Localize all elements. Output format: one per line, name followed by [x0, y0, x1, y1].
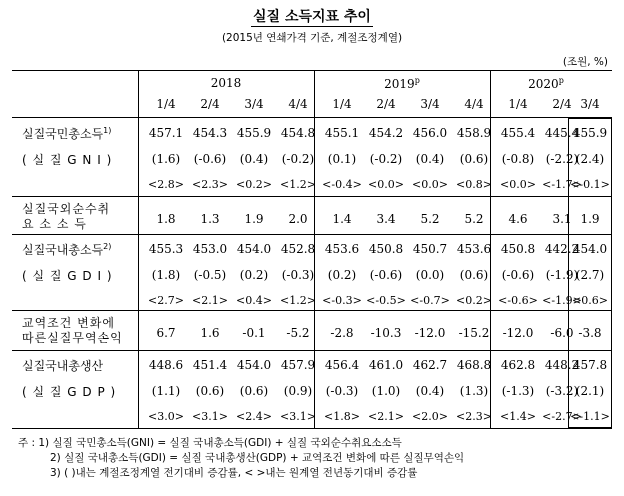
table-cell: <3.0> [148, 410, 184, 423]
table-cell: 454.8 [280, 126, 316, 140]
row-label [22, 357, 103, 374]
table-cell: 453.0 [192, 242, 228, 256]
table-cell: (-0.8) [501, 152, 535, 166]
table-cell: (-0.2) [281, 152, 315, 166]
table-cell: (0.6) [459, 268, 489, 282]
quarter-header: 4/4 [464, 97, 484, 111]
table-cell: <-0.4> [322, 178, 362, 191]
table-cell: <2.1> [192, 294, 228, 307]
table-cell: 1.6 [200, 326, 220, 340]
table-cell: 450.8 [500, 242, 536, 256]
table-cell: <3.1> [280, 410, 316, 423]
footnote-ref: 2) [103, 242, 112, 251]
table-cell: <0.8> [456, 178, 492, 191]
quarter-header: 3/4 [580, 97, 600, 111]
section-divider [12, 350, 612, 351]
row-sublabel: ( 실 질 G N I ) [22, 153, 113, 167]
table-cell: 455.3 [148, 242, 184, 256]
table-cell: (0.4) [415, 384, 445, 398]
table-cell: -12.0 [502, 326, 534, 340]
table-cell: 448.2 [544, 358, 580, 372]
table-cell: <-0.5> [366, 294, 406, 307]
page-title: 실질 소득지표 추이 [253, 9, 371, 25]
table-cell: <2.7> [148, 294, 184, 307]
table-cell: (-0.6) [501, 268, 535, 282]
table-cell: (0.2) [239, 268, 269, 282]
row-label-text: 실질국민총소득 [22, 127, 104, 141]
table-cell: <0.0> [368, 178, 404, 191]
quarter-header: 1/4 [332, 97, 352, 111]
table-cell: 457.8 [572, 358, 608, 372]
table-cell: <0.4> [236, 294, 272, 307]
table-cell: 5.2 [420, 212, 440, 226]
table-cell: 442.2 [544, 242, 580, 256]
table-cell: (0.4) [415, 152, 445, 166]
table-cell: 456.0 [412, 126, 448, 140]
table-cell: 445.4 [544, 126, 580, 140]
table-cell: 456.4 [324, 358, 360, 372]
table-cell: <1.2> [280, 294, 316, 307]
table-cell: 455.9 [572, 126, 608, 140]
table-cell: (-1.9) [545, 268, 579, 282]
table-cell: (-3.2) [545, 384, 579, 398]
header-bottom-rule [12, 117, 612, 118]
table-cell: <2.8> [148, 178, 184, 191]
table-cell: (1.8) [151, 268, 181, 282]
table-cell: 3.4 [376, 212, 396, 226]
quarter-header: 1/4 [156, 97, 176, 111]
table-cell: -12.0 [414, 326, 446, 340]
table-cell: 454.0 [236, 358, 272, 372]
table-cell: -15.2 [458, 326, 490, 340]
table-cell: <-0.3> [322, 294, 362, 307]
table-cell: 6.7 [156, 326, 176, 340]
table-cell: 458.9 [456, 126, 492, 140]
table-cell: (0.9) [283, 384, 313, 398]
year-header [186, 76, 266, 90]
table-cell: (0.6) [195, 384, 225, 398]
table-cell: (-0.5) [193, 268, 227, 282]
table-cell: <0.0> [500, 178, 536, 191]
table-cell: 455.4 [500, 126, 536, 140]
year-header [362, 76, 442, 91]
table-bottom-rule [12, 428, 612, 429]
table-cell: -10.3 [370, 326, 402, 340]
table-cell: <1.4> [500, 410, 536, 423]
year-label: 2019 [384, 77, 415, 91]
table-cell: 1.3 [200, 212, 220, 226]
quarter-header: 3/4 [420, 97, 440, 111]
table-cell: 454.2 [368, 126, 404, 140]
footnote-3: 3) ( )내는 계절조정계열 전기대비 증감률, < >내는 원계열 전년동기대비 증감률 [50, 467, 418, 479]
table-cell: 450.8 [368, 242, 404, 256]
row-label-text: 실질국내총소득 [22, 243, 104, 257]
table-cell: <2.1> [368, 410, 404, 423]
table-cell: <2.0> [412, 410, 448, 423]
table-cell: 462.8 [500, 358, 536, 372]
table-cell: (0.2) [327, 268, 357, 282]
table-cell: (-0.3) [325, 384, 359, 398]
table-cell: <-1.1> [570, 410, 610, 423]
row-label-line: 요 소 소 득 [22, 217, 87, 231]
table-cell: <-2.7> [542, 410, 582, 423]
column-separator [138, 70, 139, 428]
table-cell: (-0.3) [281, 268, 315, 282]
table-cell: <1.8> [324, 410, 360, 423]
section-divider [12, 234, 612, 235]
table-cell: (-2.2) [545, 152, 579, 166]
section-divider [12, 196, 612, 197]
subtitle: (2015년 연쇄가격 기준, 계절조정계열) [221, 32, 403, 44]
table-cell: 454.3 [192, 126, 228, 140]
table-cell: 454.0 [572, 242, 608, 256]
row-label-line: 따른실질무역손익 [22, 331, 123, 345]
table-cell: 462.7 [412, 358, 448, 372]
table-cell: <-1.9> [542, 294, 582, 307]
table-cell: 452.8 [280, 242, 316, 256]
table-cell: (-0.6) [193, 152, 227, 166]
table-cell: -3.8 [578, 326, 602, 340]
table-top-rule [12, 70, 612, 71]
quarter-header: 2/4 [552, 97, 572, 111]
table-cell: (0.0) [415, 268, 445, 282]
table-cell: (0.4) [239, 152, 269, 166]
quarter-header: 1/4 [508, 97, 528, 111]
year-label: 2018 [210, 76, 242, 90]
table-cell: 457.1 [148, 126, 184, 140]
table-cell: 1.8 [156, 212, 176, 226]
table-cell: 468.8 [456, 358, 492, 372]
year-header [506, 76, 586, 91]
table-cell: <-0.6> [498, 294, 538, 307]
table-cell: (-1.3) [501, 384, 535, 398]
table-cell: -0.1 [242, 326, 266, 340]
table-cell: (0.1) [327, 152, 357, 166]
table-cell: 450.7 [412, 242, 448, 256]
table-cell: 1.9 [244, 212, 264, 226]
section-divider [12, 310, 612, 311]
table-cell: (1.6) [151, 152, 181, 166]
year-provisional-mark: p [414, 76, 420, 85]
quarter-header: 3/4 [244, 97, 264, 111]
table-cell: 454.0 [236, 242, 272, 256]
footnote-1: 주 : 1) 실질 국민총소득(GNI) = 실질 국내총소득(GDI) + 실질 국외순수취요소소득 [18, 437, 402, 449]
table-cell: (-0.6) [369, 268, 403, 282]
table-cell: (-0.2) [369, 152, 403, 166]
table-cell: 455.1 [324, 126, 360, 140]
table-cell: (1.0) [371, 384, 401, 398]
table-cell: 451.4 [192, 358, 228, 372]
table-cell: 3.1 [552, 212, 572, 226]
table-cell: <2.3> [456, 410, 492, 423]
table-cell: 457.9 [280, 358, 316, 372]
table-cell: 5.2 [464, 212, 484, 226]
footnotes [18, 436, 464, 481]
quarter-header: 2/4 [376, 97, 396, 111]
year-label: 2020 [528, 77, 559, 91]
table-cell: <0.2> [236, 178, 272, 191]
row-label [22, 241, 111, 258]
quarter-header: 4/4 [288, 97, 308, 111]
table-cell: (1.1) [151, 384, 181, 398]
table-cell: <3.1> [192, 410, 228, 423]
table-cell: (2.1) [575, 384, 605, 398]
table-cell: 455.9 [236, 126, 272, 140]
table-cell: <2.3> [192, 178, 228, 191]
table-cell: -2.8 [330, 326, 354, 340]
table-cell: (1.3) [459, 384, 489, 398]
table-cell: 1.4 [332, 212, 352, 226]
table-cell: <-0.1> [570, 178, 610, 191]
table-cell: <-0.7> [410, 294, 450, 307]
table-cell: (2.4) [575, 152, 605, 166]
table-cell: 453.6 [324, 242, 360, 256]
footnote-ref: 1) [103, 126, 112, 135]
table-cell: (0.6) [459, 152, 489, 166]
table-cell: (0.6) [239, 384, 269, 398]
table-cell: 1.9 [580, 212, 600, 226]
table-cell: 4.6 [508, 212, 528, 226]
table-cell: <0.2> [456, 294, 492, 307]
row-label-line: 실질국외순수취 [22, 202, 111, 216]
row-label-text: 실질국내총생산 [22, 359, 104, 373]
table-cell: 453.6 [456, 242, 492, 256]
year-provisional-mark: p [558, 76, 564, 85]
quarter-header: 2/4 [200, 97, 220, 111]
row-sublabel: ( 실 질 G D I ) [22, 269, 113, 283]
table-cell: <-1.7> [542, 178, 582, 191]
row-label [22, 316, 123, 346]
unit-label: (조원, %) [562, 56, 608, 68]
row-sublabel: ( 실 질 G D P ) [22, 385, 117, 399]
table-cell: -5.2 [286, 326, 310, 340]
table-cell: <0.0> [412, 178, 448, 191]
row-label-line: 교역조건 변화에 [22, 316, 115, 330]
footnote-2: 2) 실질 국내총소득(GDI) = 실질 국내총생산(GDP) + 교역조건 변화에 따른 실질무역손익 [50, 452, 465, 464]
table-cell: 448.6 [148, 358, 184, 372]
table-cell: (2.7) [575, 268, 605, 282]
table-cell: 461.0 [368, 358, 404, 372]
table-cell: <2.4> [236, 410, 272, 423]
table-cell: <1.2> [280, 178, 316, 191]
row-label [22, 202, 110, 232]
table-cell: <0.6> [572, 294, 608, 307]
table-cell: -6.0 [550, 326, 574, 340]
row-label [22, 125, 111, 142]
table-cell: 2.0 [288, 212, 308, 226]
